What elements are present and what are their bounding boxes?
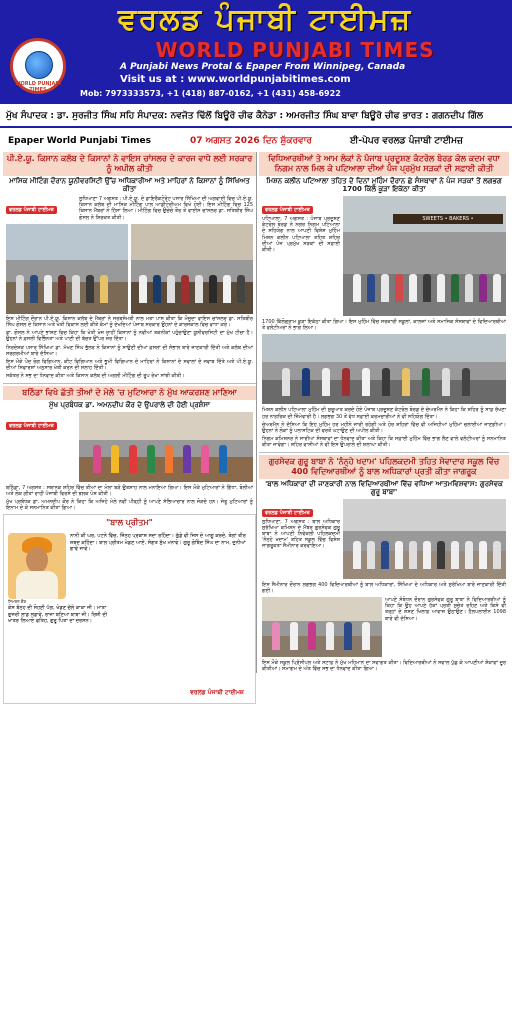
article-paragraph: ਲੁਧਿਆਣਾ 7 ਅਗਸਤ : ਪੀ.ਏ.ਯੂ. ਦੇ ਡਾਇਰੈਕਟੋਰੇਟ ਪਸਾਰ ਸਿੱਖਿਆ ਦੀ ਅਗਵਾਈ ਵਿਚ ਪੀ.ਏ.ਯੂ. ਕਿਸਾਨ ਕਲੱਬ ਦੀ ਮਾਸਿਕ ਮੀਟਿੰਗ ਪਾਲ ਆਡੀਟੋਰੀਅਮ ਵਿਖੇ ਹੋਈ। ਇਸ ਮੀਟਿੰਗ ਵਿਚ 125 ਕਿਸਾਨ ਮੈਂਬਰਾਂ ਨੇ ਹਿੱਸਾ ਲਿਆ। ਮੀਟਿੰਗ ਵਿਚ ਉਚੇਚੇ ਤੌਰ ਤੇ ਵਾਈਸ ਚਾਂਸਲਰ ਡਾ. ਸਤਿਬੀਰ ਸਿੰਘ ਗੋਸਲ ਨੇ ਸ਼ਿਰਕਤ ਕੀਤੀ। bbox=[79, 196, 254, 221]
article-paragraph: ਨਿਰਦੇਸ਼ਕ ਪਸਾਰ ਸਿੱਖਿਆ ਡਾ. ਮੱਖਣ ਸਿੰਘ ਭੁੱਲਰ ਨੇ ਕਿਸਾਨਾਂ ਨੂੰ ਸਾਉਣੀ ਦੀਆਂ ਫ਼ਸਲਾਂ ਦੀ ਸੰਭਾਲ ਬਾਰੇ ਜਾਣਕਾਰੀ ਦਿੱਤੀ ਅਤੇ ਕਲੱਬ ਦੀਆਂ ਸਰਗਰਮੀਆਂ ਬਾਰੇ ਦੱਸਿਆ। bbox=[6, 344, 253, 357]
article-paragraph: ਡਾ. ਗੋਸਲ ਨੇ ਆਪਣੇ ਭਾਸ਼ਣ ਵਿਚ ਕਿਹਾ ਕਿ ਖੇਤੀ ਖੋਜ ਰਾਹੀਂ ਕਿਸਾਨਾਂ ਨੂੰ ਨਵੀਆਂ ਤਕਨੀਕਾਂ ਪਹੁੰਚਾਉਣਾ ਯੂਨੀਵਰਸਿਟੀ ਦਾ ਮੁੱਖ ਟੀਚਾ ਹੈ। ਉਹਨਾਂ ਨੇ ਫ਼ਸਲੀ ਵਿਭਿੰਨਤਾ ਅਤੇ ਪਾਣੀ ਦੀ ਬੱਚਤ ਉੱਪਰ ਜ਼ੋਰ ਦਿੱਤਾ। bbox=[6, 330, 253, 343]
article-headline[interactable]: ਬਠਿੰਡਾ ਵਿਖੇ ਛੱਤੀ ਤੀਆਂ ਦੇ ਮੇਲੇ 'ਚ ਮੁਟਿਆਰਾ ਨੇ ਮੁੱਖ ਆਕਰਸ਼ਣ ਮਾਣਿਆ bbox=[3, 386, 256, 400]
poem-box bbox=[3, 514, 256, 704]
dateline-left: Epaper World Punjabi Times bbox=[8, 136, 151, 146]
article-paragraph: ਇਸ ਮੌਕੇ ਸਕੂਲ ਪ੍ਰਿੰਸੀਪਲ ਅਤੇ ਸਟਾਫ਼ ਨੇ ਮੁੱਖ ਮਹਿਮਾਨ ਦਾ ਸਵਾਗਤ ਕੀਤਾ। ਵਿਦਿਆਰਥੀਆਂ ਨੇ ਸਵਾਲ ਪੁੱਛ ਕੇ ਆਪਣੀਆਂ ਸ਼ੰਕਾਵਾਂ ਦੂਰ ਕੀਤੀਆਂ। ਸਮਾਗਮ ਦੇ ਅੰਤ ਵਿੱਚ ਸਭ ਦਾ ਧੰਨਵਾਦ ਕੀਤਾ ਗਿਆ। bbox=[262, 660, 506, 673]
dateline-right: ਈ-ਪੇਪਰ ਵਰਲਡ ਪੰਜਾਬੀ ਟਾਈਮਜ਼ bbox=[350, 136, 463, 146]
dateline-date: 07 ਅਗਸਤ 2026 ਦਿਨ ਸ਼ੁੱਕਰਵਾਰ bbox=[190, 136, 312, 146]
newspaper-logo bbox=[10, 38, 66, 94]
byline-badge: ਵਰਲਡ ਪੰਜਾਬੀ ਟਾਈਮਜ਼ bbox=[6, 422, 57, 430]
article-paragraph: ਬਠਿੰਡਾ, 7 ਅਗਸਤ : ਸਥਾਨਕ ਸ਼ਹਿਰ ਵਿੱਚ ਤੀਆਂ ਦਾ ਮੇਲਾ ਬੜੇ ਉਤਸ਼ਾਹ ਨਾਲ ਮਨਾਇਆ ਗਿਆ। ਇਸ ਮੌਕੇ ਮੁਟਿਆਰਾਂ ਨੇ ਗਿੱਧਾ, ਬੋਲੀਆਂ ਅਤੇ ਲੋਕ ਗੀਤਾਂ ਰਾਹੀਂ ਪੰਜਾਬੀ ਵਿਰਸੇ ਦੀ ਝਲਕ ਪੇਸ਼ ਕੀਤੀ। bbox=[6, 484, 253, 497]
article-headline[interactable]: ਗੁਰਸੇਵਕ ਗੁਰੂ ਬਾਬਾ ਨੇ 'ਨੰਨ੍ਹੇ ਖਦਾਮ' ਪਹਿਲਕਦਮੀ ਤਹਿਤ ਸੇਵਾਦਾਰ ਸਕੂਲ ਵਿੱਚ 400 ਵਿਦਿਆਰਥੀਆਂ ਨੂੰ ਬਾਲ ਅਧਿਕਾਰਾਂ ਪ੍ਰਤੀ ਕੀਤਾ ਜਾਗਰੂਕ bbox=[259, 455, 509, 479]
article-photo[interactable] bbox=[262, 334, 506, 404]
article-subhead: ਮਿਸ਼ਨ ਕਲੀਨ ਪਟਿਆਲਾ ਤਹਿਤ ਦੋ ਦਿਨਾਂ ਮੁਹਿੰਮ ਦੌਰਾਨ ਛੇ ਸੰਸਥਾਵਾਂ ਨੇ ਪੰਜ ਸੜਕਾਂ ਤੋਂ ਲਗਭਗ 1700 ਕਿੱਲੋ ਕੂੜਾ ਇਕੱਠਾ ਕੀਤਾ bbox=[266, 177, 502, 193]
article-photo[interactable] bbox=[6, 224, 128, 314]
article-photo[interactable] bbox=[343, 196, 506, 316]
article-intro bbox=[262, 499, 340, 579]
article-photo[interactable] bbox=[343, 499, 506, 579]
article-paragraph: ਨਿਗਮ ਕਮਿਸ਼ਨਰ ਨੇ ਸਾਰੀਆਂ ਸੰਸਥਾਵਾਂ ਦਾ ਧੰਨਵਾਦ ਕੀਤਾ ਅਤੇ ਕਿਹਾ ਕਿ ਸਫ਼ਾਈ ਮੁਹਿੰਮ ਵਿੱਚ ਭਾਗ ਲੈਣ ਵਾਲੇ ਵਲੰਟੀਅਰਾਂ ਨੂੰ ਸਨਮਾਨਿਤ ਕੀਤਾ ਜਾਵੇਗਾ। ਸ਼ਹਿਰ ਵਾਸੀਆਂ ਨੇ ਵੀ ਇਸ ਉਪਰਾਲੇ ਦੀ ਸ਼ਲਾਘਾ ਕੀਤੀ। bbox=[262, 436, 506, 449]
article-headline[interactable]: ਪੀ.ਏ.ਯੂ. ਕਿਸਾਨ ਕਲੱਬ ਦੇ ਕਿਸਾਨਾਂ ਨੇ ਵਾਇਸ ਚਾਂਸਲਰ ਦੇ ਕਾਰਜ ਵਾਧੇ ਲਈ ਸਰਕਾਰ ਨੂੰ ਅਪੀਲ ਕੀਤੀ bbox=[3, 152, 256, 176]
article-paragraph: ਪਟਿਆਲਾ, 7 ਅਗਸਤ : ਪੰਜਾਬ ਪ੍ਰਦੂਸ਼ਣ ਕੰਟਰੋਲ ਬੋਰਡ ਨੇ ਨਗਰ ਨਿਗਮ ਪਟਿਆਲਾ ਦੇ ਸਹਿਯੋਗ ਨਾਲ ਆਪਣੀ ਵਿਸ਼ੇਸ਼ ਮੁਹਿੰਮ ਮਿਸ਼ਨ ਕਲੀਨ ਪਟਿਆਲਾ ਤਹਿਤ ਸ਼ਹਿਰ ਦੀਆਂ ਪੰਜ ਪ੍ਰਮੁੱਖ ਸੜਕਾਂ ਦੀ ਸਫ਼ਾਈ ਕੀਤੀ। bbox=[262, 216, 340, 254]
article-subhead: ਮੁੱਖ ਪ੍ਰਬੰਧਕ ਡਾ. ਅਮਨਦੀਪ ਕੌਰ ਦੇ ਉਪਰਾਲੇ ਦੀ ਹੋਈ ਪ੍ਰਸ਼ੰਸਾ bbox=[49, 400, 210, 409]
byline-badge: ਵਰਲਡ ਪੰਜਾਬੀ ਟਾਈਮਜ਼ bbox=[262, 206, 313, 214]
article-subhead: ਮਾਸਿਕ ਮੀਟਿੰਗ ਦੌਰਾਨ ਯੂਨੀਵਰਸਿਟੀ ਉੱਚ ਅਧਿਕਾਰੀਆਂ ਅਤੇ ਮਾਹਿਰਾਂ ਨੇ ਕਿਸਾਨਾਂ ਨੂੰ ਸਿੱਖਿਅਤ ਕੀਤਾ bbox=[9, 177, 250, 193]
dateline bbox=[0, 132, 512, 150]
masthead-mobile: Mob: 7973333573, +1 (418) 887-0162, +1 (431) 458-6922 bbox=[80, 89, 341, 98]
byline-badge: ਵਰਲਡ ਪੰਜਾਬੀ ਟਾਈਮਜ਼ bbox=[6, 206, 57, 214]
article-photo[interactable] bbox=[262, 597, 382, 657]
logo-text: WORLD PUNJABI TIMES bbox=[15, 81, 62, 93]
article-paragraph: ਇਸ ਮੀਟਿੰਗ ਦੌਰਾਨ ਪੀ.ਏ.ਯੂ. ਕਿਸਾਨ ਕਲੱਬ ਦੇ ਮੈਂਬਰਾਂ ਨੇ ਸਰਬਸੰਮਤੀ ਨਾਲ ਮਤਾ ਪਾਸ ਕੀਤਾ ਕਿ ਮੌਜੂਦਾ ਵਾਇਸ ਚਾਂਸਲਰ ਡਾ. ਸਤਿਬੀਰ ਸਿੰਘ ਗੋਸਲ ਦੇ ਕਿਸਾਨ ਅਤੇ ਖੇਤੀ ਵਿਕਾਸ ਲਈ ਕੀਤੇ ਕੰਮਾਂ ਨੂੰ ਦੇਖਦਿਆਂ ਪੰਜਾਬ ਸਰਕਾਰ ਉਹਨਾਂ ਦੇ ਕਾਰਜਕਾਲ ਵਿਚ ਵਾਧਾ ਕਰੇ। bbox=[6, 315, 253, 329]
article-intro bbox=[6, 196, 76, 221]
article-paragraph: ਮੁੱਖ ਪ੍ਰਬੰਧਕ ਡਾ. ਅਮਨਦੀਪ ਕੌਰ ਨੇ ਕਿਹਾ ਕਿ ਅਜਿਹੇ ਮੇਲੇ ਨਵੀਂ ਪੀੜ੍ਹੀ ਨੂੰ ਆਪਣੇ ਸੱਭਿਆਚਾਰ ਨਾਲ ਜੋੜਦੇ ਹਨ। ਜੇਤੂ ਮੁਟਿਆਰਾਂ ਨੂੰ ਇਨਾਮ ਦੇ ਕੇ ਸਨਮਾਨਿਤ ਕੀਤਾ ਗਿਆ। bbox=[6, 499, 253, 512]
masthead-website[interactable]: Visit us at : www.worldpunjabitimes.com bbox=[120, 74, 351, 85]
left-column bbox=[3, 152, 256, 704]
article-paragraph: 1700 ਕਿੱਲੋਗ੍ਰਾਮ ਕੂੜਾ ਇਕੱਠਾ ਕੀਤਾ ਗਿਆ। ਇਸ ਮੁਹਿੰਮ ਵਿੱਚ ਸਰਕਾਰੀ ਸਕੂਲਾਂ, ਕਾਲਜਾਂ ਅਤੇ ਸਮਾਜਿਕ ਸੰਸਥਾਵਾਂ ਦੇ ਵਿਦਿਆਰਥੀਆਂ ਤੇ ਵਲੰਟੀਅਰਾਂ ਨੇ ਭਾਗ ਲਿਆ। bbox=[262, 319, 506, 332]
article-headline[interactable]: ਵਿਧਿਆਰਥੀਆਂ ਤੇ ਆਮ ਲੋਕਾਂ ਨੇ ਪੰਜਾਬ ਪ੍ਰਦੂਸ਼ਣ ਕੰਟਰੋਲ ਬੋਰਡ ਕੋਲ ਕਦਮ ਵਧਾ ਨਿਗਮ ਨਾਲ ਮਿਲ ਕੇ ਪਟਿਆਲਾ ਦੀਆਂ ਪੰਜ ਪ੍ਰਮੁੱਖ ਸੜਕਾਂ ਦੀ ਸਫ਼ਾਈ ਕੀਤੀ bbox=[259, 152, 509, 176]
masthead-tagline: A Punjabi News Protal & Epaper From Winnipeg, Canada bbox=[120, 62, 406, 72]
article-paragraph: ਇਸ ਸੈਮੀਨਾਰ ਦੌਰਾਨ ਲਗਭਗ 400 ਵਿਦਿਆਰਥੀਆਂ ਨੂੰ ਬਾਲ ਅਧਿਕਾਰਾਂ, ਸਿੱਖਿਆ ਦੇ ਅਧਿਕਾਰ ਅਤੇ ਸੁਰੱਖਿਆ ਬਾਰੇ ਜਾਣਕਾਰੀ ਦਿੱਤੀ ਗਈ। bbox=[262, 581, 506, 594]
divider bbox=[259, 452, 509, 453]
poem-author: ਸਿਮਰਨ ਕੌਰ bbox=[8, 599, 27, 605]
globe-icon bbox=[25, 51, 53, 79]
article-intro bbox=[6, 412, 76, 482]
article-paragraph: ਲੁਧਿਆਣਾ, 7 ਅਗਸਤ : ਬਾਲ ਅਧਿਕਾਰ ਸੁਰੱਖਿਆ ਕਮਿਸ਼ਨ ਦੇ ਮੈਂਬਰ ਗੁਰਸੇਵਕ ਗੁਰੂ ਬਾਬਾ ਨੇ ਆਪਣੀ ਨਿਵੇਕਲੀ ਪਹਿਲਕਦਮੀ 'ਨੰਨ੍ਹੇ ਖਦਾਮ' ਤਹਿਤ ਸਕੂਲ ਵਿੱਚ ਵਿਸ਼ੇਸ਼ ਜਾਗਰੂਕਤਾ ਸੈਮੀਨਾਰ ਕਰਵਾਇਆ। bbox=[262, 518, 340, 550]
editors-line: ਮੁੱਖ ਸੰਪਾਦਕ : ਡਾ. ਸੁਰਜੀਤ ਸਿੰਘ ਸਹਿ ਸੰਪਾਦਕ: ਨਵਜੋਤ ਢਿੱਲੋਂ ਬਿਊਰੋ ਚੀਫ ਕੈਨੇਡਾ : ਅਮਰਜੀਤ ਸਿੰਘ ਬਾਵਾ ਬਿਊਰੋ ਚੀਫ ਭਾਰਤ : ਗਗਨਦੀਪ ਗਿੱਲ bbox=[0, 106, 512, 128]
newspaper-stamp: ਵਰਲਡ ਪੰਜਾਬੀ ਟਾਈਮਜ਼ bbox=[190, 689, 244, 697]
masthead-title-english: WORLD PUNJABI TIMES bbox=[155, 38, 435, 62]
article-paragraph: ਚੇਅਰਮੈਨ ਨੇ ਦੱਸਿਆ ਕਿ ਇਹ ਮੁਹਿੰਮ ਹਰ ਮਹੀਨੇ ਜਾਰੀ ਰਹੇਗੀ ਅਤੇ ਹੋਰ ਸ਼ਹਿਰਾਂ ਵਿੱਚ ਵੀ ਅਜਿਹੀਆਂ ਮੁਹਿੰਮਾਂ ਚਲਾਈਆਂ ਜਾਣਗੀਆਂ। ਉਹਨਾਂ ਨੇ ਲੋਕਾਂ ਨੂੰ ਪਲਾਸਟਿਕ ਦੀ ਵਰਤੋਂ ਘਟਾਉਣ ਦੀ ਅਪੀਲ ਕੀਤੀ। bbox=[262, 421, 506, 435]
divider bbox=[3, 383, 256, 384]
article-photo[interactable] bbox=[131, 224, 253, 314]
poem-portrait bbox=[8, 533, 66, 599]
article-subhead: 'ਬਾਲ ਅਧਿਕਾਰਾਂ ਦੀ ਜਾਣਕਾਰੀ ਨਾਲ ਵਿਦਿਆਰਥੀਆਂ ਵਿੱਚ ਵਧਿਆ ਆਤਮਵਿਸ਼ਵਾਸ: ਗੁਰਸੇਵਕ ਗੁਰੂ ਬਾਬਾ' bbox=[265, 479, 503, 496]
masthead bbox=[0, 0, 512, 104]
article-photo[interactable] bbox=[79, 412, 253, 482]
right-column bbox=[256, 152, 509, 673]
poem-stanza: ਨਾਨੀ ਕੀ ਘਰ, ਪਟਨੇ ਵਿੱਚ, ਜਿੰਨ੍ਹ ਪ੍ਰਕਾਸ਼ ਸਦਾ ਰਹਿੰਦਾ। ਗੁੱਡੇ ਵੀ ਜਿਸ ਦੇ ਆਗੂ ਕਰਦੇ, ਤੇਗਾਂ ਤੀਰ ਸ਼ਬਦ ਕਹਿੰਦਾ। ਬਾਲ ਪ੍ਰੀਤਮ ਖੇਡਣ ਆਏ, ਸੰਗਤ ਸੁੱਖ ਮਨਾਵੇ। ਗੁਰੂ ਗੋਬਿੰਦ ਸਿੰਘ ਦਾ ਨਾਮ, ਦੁਨੀਆਂ ਗਾਵੇ ਜਾਵੇ। bbox=[70, 533, 246, 553]
poem-stanza: ਕੇਸ ਬੰਨ੍ਹ ਦੀ ਸੋਹਣੀ ਪੱਗ, ਖੇਡਣ ਚੱਲੇ ਕਾਕਾ ਜੀ। ਮਾਤਾ ਗੁਜਰੀ ਲਾਡ ਲਡਾਵੇ, ਰਾਜਾ ਬਣਿਆ ਬਾਬਾ ਜੀ। ਰਿਸ਼ੀ ਦੀ ਖਾਤਰ ਲਿਆਏ ਫਤਿਹ, ਗੁਰੂ ਪਿਤਾ ਦਾ ਦਰਸਨ। bbox=[8, 605, 108, 625]
masthead-title-punjabi: ਵਰਲਡ ਪੰਜਾਬੀ ਟਾਈਮਜ਼ bbox=[117, 2, 413, 37]
byline-badge: ਵਰਲਡ ਪੰਜਾਬੀ ਟਾਈਮਜ਼ bbox=[262, 509, 313, 517]
poem-title: "ਬਾਲ ਪ੍ਰੀਤਮ" bbox=[106, 518, 153, 528]
article-paragraph: ਮਿਸ਼ਨ ਕਲੀਨ ਪਟਿਆਲਾ ਮੁਹਿੰਮ ਦੀ ਸ਼ੁਰੂਆਤ ਕਰਦੇ ਹੋਏ ਪੰਜਾਬ ਪ੍ਰਦੂਸ਼ਣ ਕੰਟਰੋਲ ਬੋਰਡ ਦੇ ਚੇਅਰਮੈਨ ਨੇ ਕਿਹਾ ਕਿ ਸ਼ਹਿਰ ਨੂੰ ਸਾਫ਼ ਰੱਖਣਾ ਹਰ ਨਾਗਰਿਕ ਦੀ ਜ਼ਿੰਮੇਵਾਰੀ ਹੈ। ਲਗਭਗ 30 ਤੋਂ ਵੱਧ ਸਫ਼ਾਈ ਕਰਮਚਾਰੀਆਂ ਨੇ ਵੀ ਸਹਿਯੋਗ ਦਿੱਤਾ। bbox=[262, 407, 506, 420]
article-paragraph: ਆਪਣੇ ਸੰਬੋਧਨ ਦੌਰਾਨ ਗੁਰਸੇਵਕ ਗੁਰੂ ਬਾਬਾ ਨੇ ਵਿਦਿਆਰਥੀਆਂ ਨੂੰ ਕਿਹਾ ਕਿ ਉਹ ਆਪਣੇ ਹੱਕਾਂ ਪ੍ਰਤੀ ਸੁਚੇਤ ਰਹਿਣ ਅਤੇ ਕਿਸੇ ਵੀ ਤਰ੍ਹਾਂ ਦੇ ਸ਼ੋਸ਼ਣ ਖਿਲਾਫ਼ ਆਵਾਜ਼ ਉਠਾਉਣ। ਹੈਲਪਲਾਈਨ 1098 ਬਾਰੇ ਵੀ ਦੱਸਿਆ। bbox=[385, 597, 506, 622]
article-intro bbox=[262, 196, 340, 316]
article-paragraph: ਇਸ ਮੌਕੇ ਪੌਦ ਰੋਗ ਵਿਗਿਆਨ, ਕੀਟ ਵਿਗਿਆਨ ਅਤੇ ਭੂਮੀ ਵਿਗਿਆਨ ਦੇ ਮਾਹਿਰਾਂ ਨੇ ਕਿਸਾਨਾਂ ਦੇ ਸਵਾਲਾਂ ਦੇ ਜਵਾਬ ਦਿੱਤੇ ਅਤੇ ਪੀ.ਏ.ਯੂ. ਦੀਆਂ ਸਿਫਾਰਸ਼ਾਂ ਅਨੁਸਾਰ ਖੇਤੀ ਕਰਨ ਦੀ ਸਲਾਹ ਦਿੱਤੀ। bbox=[6, 359, 253, 372]
shop-sign: SWEETS • BAKERS • bbox=[393, 214, 503, 224]
article-paragraph: ਸਕੱਤਰ ਨੇ ਸਭ ਦਾ ਧੰਨਵਾਦ ਕੀਤਾ ਅਤੇ ਕਿਸਾਨ ਕਲੱਬ ਦੀ ਅਗਲੀ ਮੀਟਿੰਗ ਦੀ ਰੂਪ ਰੇਖਾ ਸਾਂਝੀ ਕੀਤੀ। bbox=[6, 373, 185, 380]
